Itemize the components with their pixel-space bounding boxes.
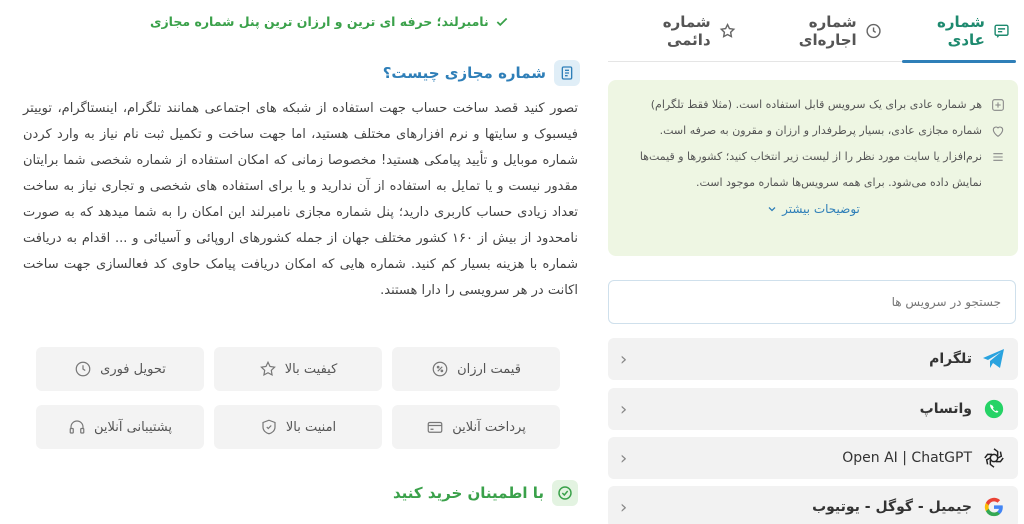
feature-online-payment xyxy=(392,405,560,449)
service-panel xyxy=(600,0,1024,524)
tagline-text: نامبرلند؛ حرفه ای ترین و ارزان ترین پنل شماره مجازی xyxy=(150,14,489,29)
feature-label: کیفیت بالا xyxy=(284,361,338,377)
section-title xyxy=(383,60,580,86)
buy-title-text: با اطمینان خرید کنید xyxy=(392,484,544,502)
tab-bar xyxy=(608,0,1016,62)
plus-box-icon xyxy=(990,97,1006,113)
description-paragraph: تصور کنید قصد ساخت حساب جهت استفاده از شبکه های اجتماعی همانند تلگرام، اینستاگرام، توییتر فیسبوک و سایتها و نرم افزارهای مختلف هستید، اما جهت ساخت و تکمیل ثبت نام نیاز به وارد کردن شماره موبایل و تأیید پیامکی هستید! مخصوصا زمانی که امکان استفاده از شماره شخصی شما برایتان مقدور نیست و یا تمایل به استفاده از آن ندارید و یا برای استفاده های شخصی و تجاری نیاز به ساخت تعداد زیادی حساب کاربری دارید؛ پنل شماره مجازی نامبرلند این امکان را به شما میدهد که به صورت نامحدود از بیش از ۱۶۰ کشور مختلف جهان از جمله کشورهای اروپائی و آسیائی و ... اقدام به دریافت شماره با هزینه بسیار کم کنید. شماره هایی که امکان دریافت پیامک حاوی کد فعالسازی جهت ساخت اکانت در هر سرویسی را دارا هستند. xyxy=(23,101,578,298)
tab-permanent-number[interactable] xyxy=(622,0,742,62)
telegram-icon xyxy=(982,347,1006,371)
google-icon xyxy=(982,495,1006,519)
service-name: Open AI | ChatGPT xyxy=(842,450,972,466)
service-name: واتساپ xyxy=(919,401,972,417)
heart-icon xyxy=(990,123,1006,139)
clock-icon xyxy=(865,21,882,41)
section-title-text: شماره مجازی چیست؟ xyxy=(382,64,546,82)
check-icon xyxy=(495,15,509,29)
openai-icon xyxy=(982,446,1006,470)
service-item-openai[interactable] xyxy=(608,437,1018,479)
more-details-link[interactable] xyxy=(620,202,1006,216)
feature-label: پشتیبانی آنلاین xyxy=(93,419,173,435)
clock-icon xyxy=(74,360,92,378)
chevron-down-icon xyxy=(766,203,778,215)
star-icon xyxy=(719,21,736,41)
feature-high-security xyxy=(214,405,382,449)
info-text: شماره مجازی عادی، بسیار پرطرفدار و ارزان و مقرون به صرفه است. xyxy=(659,124,982,137)
info-row xyxy=(620,92,1006,118)
feature-instant-delivery xyxy=(36,347,204,391)
feature-online-support xyxy=(36,405,204,449)
card-icon xyxy=(426,418,444,436)
check-circle-icon xyxy=(552,480,578,506)
tab-label: شماره عادی xyxy=(937,13,985,49)
service-item-telegram[interactable] xyxy=(608,338,1018,380)
info-text: نرم‌افزار یا سایت مورد نظر را از لیست زیر انتخاب کنید؛ کشورها و قیمت‌ها xyxy=(639,150,982,163)
tab-label: شماره دائمی xyxy=(662,13,711,49)
tab-regular-number[interactable] xyxy=(902,0,1016,62)
service-name: تلگرام xyxy=(929,351,972,367)
tab-label: شماره اجاره‌ای xyxy=(798,13,857,49)
more-details-label: توضیحات بیشتر xyxy=(782,202,860,216)
search-input[interactable] xyxy=(608,280,1016,324)
feature-label: پرداخت آنلاین xyxy=(452,419,526,435)
tagline xyxy=(150,14,509,29)
feature-label: امنیت بالا xyxy=(285,419,337,435)
info-box xyxy=(608,80,1018,256)
service-item-google[interactable] xyxy=(608,486,1018,524)
shield-icon xyxy=(260,418,278,436)
info-row xyxy=(620,118,1006,144)
document-icon xyxy=(554,60,580,86)
star-icon xyxy=(259,360,277,378)
feature-cheap-price xyxy=(392,347,560,391)
service-item-whatsapp[interactable] xyxy=(608,388,1018,430)
buy-confidently-title xyxy=(393,480,578,506)
discount-icon xyxy=(431,360,449,378)
info-text: نمایش داده می‌شود. برای همه سرویس‌ها شماره موجود است. xyxy=(695,176,982,189)
chevron-left-icon: ‹ xyxy=(620,496,628,518)
chevron-left-icon: ‹ xyxy=(620,348,628,370)
info-text: هر شماره عادی برای یک سرویس قابل استفاده است. (مثلا فقط تلگرام) xyxy=(650,98,982,111)
info-row xyxy=(620,144,1006,196)
feature-label: قیمت ارزان xyxy=(457,361,521,377)
list-icon xyxy=(990,149,1006,165)
feature-label: تحویل فوری xyxy=(100,361,166,377)
headset-icon xyxy=(68,418,86,436)
feature-high-quality xyxy=(214,347,382,391)
chevron-left-icon: ‹ xyxy=(620,398,628,420)
whatsapp-icon xyxy=(982,397,1006,421)
service-name: جیمیل - گوگل - یوتیوب xyxy=(812,499,972,515)
tab-rental-number[interactable] xyxy=(756,0,888,62)
chevron-left-icon: ‹ xyxy=(620,447,628,469)
chat-box-icon xyxy=(993,21,1010,41)
